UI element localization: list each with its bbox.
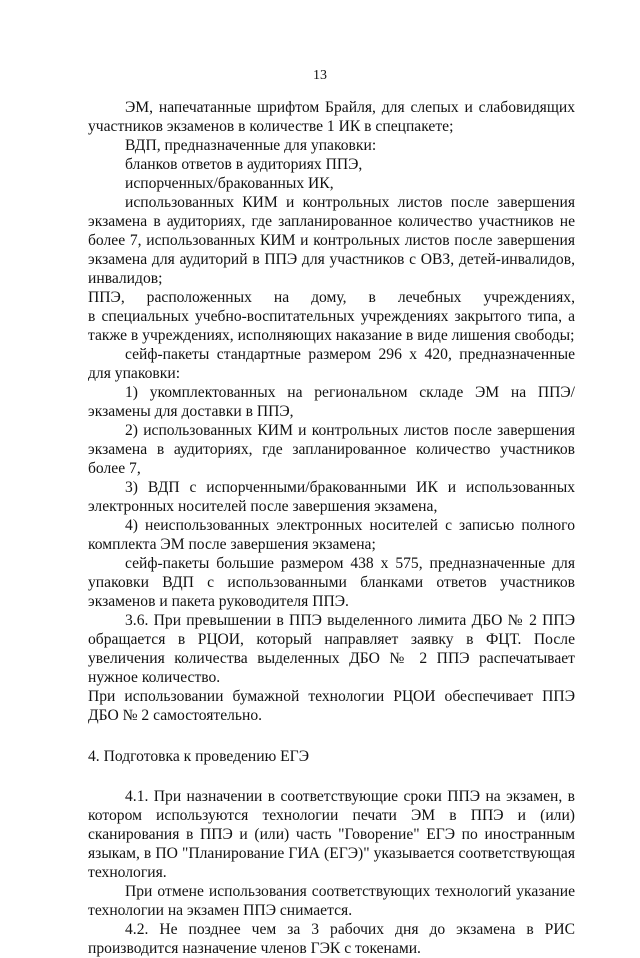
paragraph-4-1: 4.1. При назначении в соответствующие сроки ППЭ на экзамен, в котором используются технологии печати ЭМ в ППЭ и (или) сканирования в ППЭ и (или) часть "Говорение" ЕГЭ по иностранным языкам, в ПО "Планирование ГИА (ЕГЭ)" указывается соответствующая технология. xyxy=(88,788,575,881)
section-heading: 4. Подготовка к проведению ЕГЭ xyxy=(88,748,309,765)
paragraph-safe-packets-large: сейф-пакеты большие размером 438 х 575, предназначенные для упаковки ВДП с использованными бланками ответов участников экзаменов и пакета руководителя ППЭ. xyxy=(88,555,575,610)
paragraph-3-6: 3.6. При превышении в ППЭ выделенного лимита ДБО № 2 ППЭ обращается в РЦОИ, который направляет заявку в ФЦТ. После увеличения количества выделенных ДБО № 2 ППЭ распечатывает нужное количество. xyxy=(88,612,575,686)
paragraph-vdp-spoiled-ik: испорченных/бракованных ИК, xyxy=(125,175,334,192)
paragraph-vdp-answer-forms: бланков ответов в аудиториях ППЭ, xyxy=(125,156,363,173)
paragraph-ppe-home: ППЭ, расположенных на дому, в лечебных учреждениях, xyxy=(88,289,575,306)
list-item-3: 3) ВДП с испорченными/бракованными ИК и использованных электронных носителей после завершения экзамена, xyxy=(88,479,575,515)
paragraph-4-2: 4.2. Не позднее чем за 3 рабочих дня до экзамена в РИС производится назначение членов ГЭК с токенами. xyxy=(88,921,575,957)
paragraph-paper-technology: При использовании бумажной технологии РЦОИ обеспечивает ППЭ ДБО № 2 самостоятельно. xyxy=(88,688,575,724)
paragraph-vdp-used-kim: использованных КИМ и контрольных листов после завершения экзамена в аудиториях, где запланированное количество участников не более 7, использованных КИМ и контрольных листов после завершения экзамена для аудиторий в ППЭ для участников с ОВЗ, детей-инвалидов, инвалидов; xyxy=(88,194,575,287)
paragraph-technology-cancel: При отмене использования соответствующих технологий указание технологии на экзамен ППЭ снимается. xyxy=(88,883,575,919)
paragraph-vdp-intro: ВДП, предназначенные для упаковки: xyxy=(125,137,377,154)
list-item-1: 1) укомплектованных на региональном складе ЭМ на ППЭ/экзамены для доставки в ППЭ, xyxy=(88,384,575,420)
list-item-4: 4) неиспользованных электронных носителей с записью полного комплекта ЭМ после завершения экзамена; xyxy=(88,517,575,553)
page-number: 13 xyxy=(313,68,327,83)
document-body xyxy=(88,98,575,958)
paragraph-special-institutions: в специальных учебно-воспитательных учреждениях закрытого типа, а также в учреждениях, исполняющих наказание в виде лишения свободы; xyxy=(88,308,575,344)
list-item-2: 2) использованных КИМ и контрольных листов после завершения экзамена в аудиториях, где запланированное количество участников более 7, xyxy=(88,422,575,477)
paragraph-safe-packets-standard: сейф-пакеты стандартные размером 296 х 420, предназначенные для упаковки: xyxy=(88,346,575,382)
paragraph-braille-em: ЭМ, напечатанные шрифтом Брайля, для слепых и слабовидящих участников экзаменов в количестве 1 ИК в спецпакете; xyxy=(88,99,575,135)
